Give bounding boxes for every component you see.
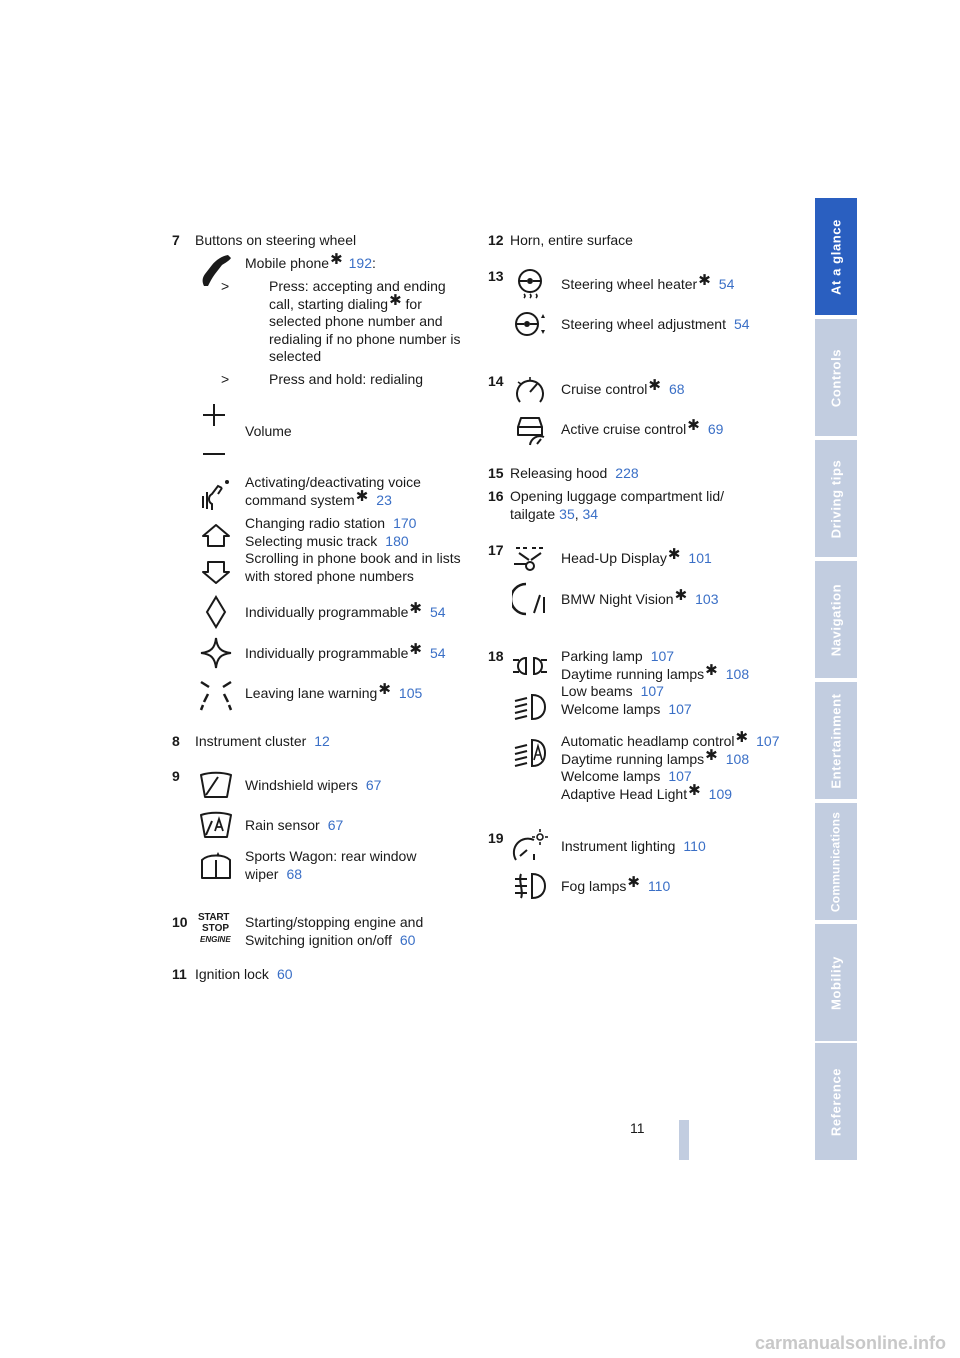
diamond-icon — [198, 594, 234, 630]
watermark: carmanualsonline.info — [754, 1332, 946, 1353]
head-up-display-icon — [512, 540, 548, 576]
tab-navigation[interactable] — [815, 561, 857, 678]
option-star: ✱ — [355, 487, 369, 505]
icon-text: START — [198, 912, 230, 923]
tab-label: Driving tips — [828, 459, 844, 538]
volume-plus-icon — [196, 396, 232, 432]
page-ref-link[interactable]: 68 — [668, 381, 685, 397]
item-label: Releasing hood — [510, 465, 608, 481]
page-ref-link[interactable]: 54 — [430, 645, 446, 661]
item-label: Changing radio station — [245, 515, 386, 531]
section-number: 10 — [172, 914, 188, 930]
item-label: Leaving lane warning — [245, 685, 378, 701]
option-star: ✱ — [378, 681, 391, 698]
item-label: Fog lamps — [561, 878, 627, 894]
item-label-cont: wiper — [245, 865, 279, 882]
item-lane-warning — [245, 681, 423, 703]
item-label: Starting/stopping engine and — [245, 914, 424, 930]
bullet-text-cont: for selected phone number and redialing if no phone number is selected — [269, 295, 461, 364]
option-star: ✱ — [705, 661, 718, 679]
instrument-lighting-icon — [512, 828, 548, 864]
page-ref-link[interactable]: 107 — [640, 683, 664, 699]
option-star: ✱ — [330, 251, 343, 268]
tab-label: Controls — [828, 348, 844, 407]
item-auto-headlamp — [561, 729, 780, 803]
tab-entertainment[interactable] — [815, 682, 857, 799]
auto-headlamp-icon — [512, 736, 548, 772]
section-number: 13 — [488, 268, 504, 284]
option-star: ✱ — [735, 729, 749, 746]
item-cruise-control — [561, 377, 685, 399]
page-ref-link[interactable]: 23 — [376, 491, 392, 508]
page-ref-link[interactable]: 192 — [348, 255, 372, 271]
item-label: Sports Wagon: rear window — [245, 848, 417, 864]
item-steering-heater — [561, 272, 735, 294]
item-label-cont: command system — [245, 491, 355, 508]
section-title — [510, 465, 639, 483]
item-label: Instrument lighting — [561, 838, 676, 854]
parking-lamp-icon — [512, 648, 548, 684]
item-label: Active cruise control — [561, 421, 687, 437]
section-number: 14 — [488, 373, 504, 389]
page-ref-link[interactable]: 60 — [276, 966, 293, 982]
item-label: Low beams — [561, 683, 633, 699]
night-vision-icon — [512, 581, 548, 617]
tab-label: At a glance — [828, 218, 844, 295]
item-label: Steering wheel adjustment — [561, 316, 726, 332]
item-label: BMW Night Vision — [561, 591, 674, 607]
page-ref-link[interactable]: 110 — [683, 838, 706, 854]
option-star: ✱ — [687, 417, 700, 434]
page-ref-link[interactable]: 35 — [559, 505, 575, 522]
page-ref-link[interactable]: 170 — [393, 515, 417, 531]
page-ref-link[interactable]: 108 — [725, 665, 750, 682]
fog-lamp-icon — [512, 868, 548, 904]
cruise-control-icon — [512, 372, 548, 408]
tab-label: Navigation — [828, 583, 844, 656]
item-label: Welcome lamps — [561, 768, 661, 784]
item-label: Daytime running lamps — [561, 665, 705, 682]
page-ref-link[interactable]: 105 — [398, 685, 423, 701]
section-number: 15 — [488, 465, 504, 481]
item-programmable-2 — [245, 641, 446, 663]
page-ref-link[interactable]: 54 — [718, 276, 735, 292]
item-label: Instrument cluster — [195, 733, 307, 749]
rain-sensor-icon — [198, 807, 234, 843]
item-label-cont: with stored phone numbers — [245, 567, 414, 584]
page-ref-link[interactable]: 107 — [668, 700, 692, 717]
item-label: Automatic headlamp control — [561, 733, 735, 749]
option-star: ✱ — [674, 587, 688, 604]
item-night-vision — [561, 587, 719, 609]
page-ref-link[interactable]: 103 — [695, 591, 719, 607]
page-ref-link[interactable]: 107 — [668, 768, 692, 784]
tab-controls[interactable] — [815, 319, 857, 436]
arrow-down-icon — [198, 554, 234, 590]
chapter-tabs — [815, 198, 857, 1160]
tab-communications[interactable] — [815, 803, 857, 920]
section-title — [195, 966, 293, 984]
tab-at-a-glance[interactable] — [815, 198, 857, 315]
tab-label: Communications — [828, 811, 843, 912]
lane-warning-icon — [198, 676, 234, 712]
volume-minus-icon — [196, 436, 232, 472]
page-ref-link[interactable]: 110 — [647, 878, 671, 894]
page-ref-link[interactable]: 108 — [725, 750, 750, 767]
item-label: Individually programmable — [245, 645, 409, 661]
bullet-mark: > — [221, 371, 230, 387]
section-title: Buttons on steering wheel — [195, 232, 357, 248]
icon-text: STOP — [202, 923, 230, 934]
page-ref-link[interactable]: 67 — [327, 817, 344, 833]
page-ref-link[interactable]: 107 — [756, 733, 780, 749]
item-head-up-display — [561, 546, 712, 568]
tab-reference[interactable] — [815, 1043, 857, 1160]
item-label: Opening luggage compartment lid/ — [510, 488, 725, 504]
item-fog-lamps — [561, 874, 671, 896]
page-ref-link[interactable]: 60 — [399, 931, 416, 948]
start-stop-button-icon — [198, 912, 234, 950]
bullet-item — [221, 371, 465, 389]
page-number-bar — [679, 1120, 689, 1160]
item-label: Head-Up Display — [561, 550, 667, 566]
item-label: Mobile phone — [245, 255, 330, 271]
option-star: ✱ — [409, 600, 422, 617]
page-ref-link[interactable]: 180 — [385, 532, 409, 549]
item-label: Parking lamp — [561, 648, 643, 664]
voice-command-icon — [198, 476, 234, 512]
low-beam-icon — [512, 689, 548, 725]
item-instrument-lighting — [561, 838, 706, 856]
item-rear-wiper — [245, 848, 416, 883]
page-ref-link[interactable]: 54 — [734, 316, 750, 332]
rear-wiper-icon — [198, 848, 234, 884]
tab-mobility[interactable] — [815, 924, 857, 1041]
item-label: Welcome lamps — [561, 700, 661, 717]
page-ref-link[interactable]: 12 — [314, 733, 330, 749]
section-title: Horn, entire surface — [510, 232, 633, 248]
item-label: Individually programmable — [245, 604, 409, 620]
page-ref-link[interactable]: 109 — [708, 785, 733, 802]
section-number: 16 — [488, 488, 504, 504]
option-star: ✱ — [389, 291, 402, 309]
option-star: ✱ — [648, 377, 661, 394]
active-cruise-icon — [512, 411, 548, 447]
section-number: 11 — [172, 966, 187, 982]
section-title — [195, 733, 330, 751]
item-label: Rain sensor — [245, 817, 320, 833]
item-label: Adaptive Head Light — [561, 785, 688, 802]
item-label: Activating/deactivating voice — [245, 474, 421, 490]
page-ref-link[interactable]: 67 — [365, 777, 382, 793]
punctuation: : — [372, 255, 376, 271]
item-mobile-phone — [245, 251, 376, 273]
steering-adjust-icon — [512, 306, 548, 342]
section-number: 7 — [172, 232, 180, 248]
bullet-text: Press: accepting and ending call, starting dialing — [269, 278, 446, 312]
item-voice-command — [245, 474, 421, 509]
item-label: Daytime running lamps — [561, 750, 705, 767]
item-label: Scrolling in phone book and in lists — [245, 550, 461, 566]
windshield-wiper-icon — [198, 767, 234, 803]
page-ref-link[interactable]: 34 — [582, 505, 599, 522]
page-ref-link[interactable]: 228 — [615, 465, 639, 481]
icon-text: ENGINE — [200, 935, 231, 944]
item-label-cont: Switching ignition on/off — [245, 931, 392, 948]
page-ref-link[interactable]: 68 — [286, 865, 303, 882]
option-star: ✱ — [627, 874, 640, 891]
page-ref-link[interactable]: 107 — [650, 648, 675, 664]
item-label: Windshield wipers — [245, 777, 358, 793]
item-windshield-wipers — [245, 777, 381, 795]
item-label: Selecting music track — [245, 532, 378, 549]
option-star: ✱ — [698, 272, 711, 289]
item-radio-music — [245, 515, 461, 585]
option-star: ✱ — [409, 641, 422, 658]
section-number: 8 — [172, 733, 180, 749]
option-star: ✱ — [667, 546, 681, 563]
arrow-up-icon — [198, 518, 234, 554]
section-number: 19 — [488, 830, 504, 846]
section-number: 17 — [488, 542, 504, 558]
item-label: Cruise control — [561, 381, 648, 397]
section-number: 9 — [172, 768, 180, 784]
page-ref-link[interactable]: 54 — [430, 604, 446, 620]
section-number: 18 — [488, 648, 504, 664]
tab-label: Mobility — [828, 955, 844, 1010]
section-number: 12 — [488, 232, 504, 248]
bullet-mark: > — [221, 278, 230, 294]
page-ref-link[interactable]: 69 — [707, 421, 724, 437]
item-label: Steering wheel heater — [561, 276, 698, 292]
item-active-cruise — [561, 417, 724, 439]
tab-label: Entertainment — [828, 692, 844, 789]
section-title — [510, 488, 724, 523]
item-parking-lamp — [561, 648, 749, 718]
option-star: ✱ — [705, 746, 718, 764]
tab-label: Reference — [828, 1067, 844, 1136]
page-number: 11 — [630, 1120, 645, 1136]
item-label: Ignition lock — [195, 966, 269, 982]
star-diamond-icon — [198, 635, 234, 671]
item-volume: Volume — [245, 423, 292, 439]
page-ref-link[interactable]: 101 — [688, 550, 712, 566]
item-programmable-1 — [245, 600, 446, 622]
item-steering-adjust — [561, 316, 750, 334]
item-label-cont: tailgate — [510, 505, 556, 522]
item-rain-sensor — [245, 817, 343, 835]
item-start-stop — [245, 914, 423, 949]
option-star: ✱ — [688, 781, 701, 799]
punctuation: , — [574, 505, 583, 522]
bullet-item — [221, 278, 465, 366]
bullet-text: Press and hold: redialing — [269, 371, 424, 387]
steering-heater-icon — [512, 266, 548, 302]
tab-driving-tips[interactable] — [815, 440, 857, 557]
